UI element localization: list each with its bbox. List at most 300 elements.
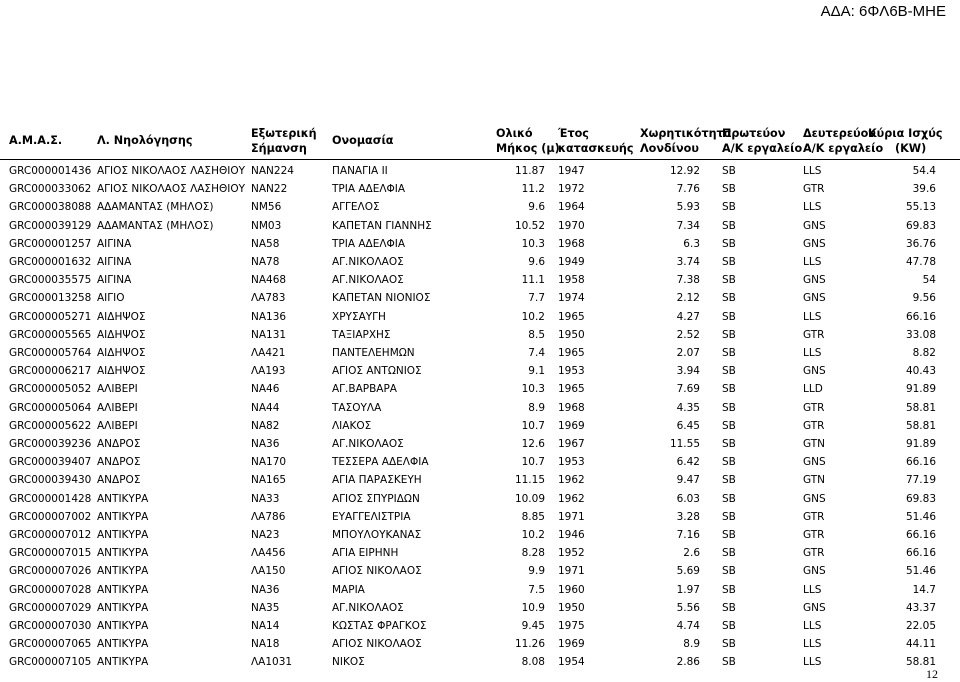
- header-port: Λ. Νηολόγησης: [97, 134, 193, 147]
- cell-g2: GNS: [803, 456, 826, 469]
- cell-ama: GRC000005622: [9, 419, 92, 432]
- cell-gt: 5.69: [676, 565, 700, 578]
- cell-len: 10.2: [521, 310, 545, 323]
- cell-year: 1950: [558, 601, 585, 614]
- cell-kw: 44.11: [905, 638, 936, 651]
- cell-kw: 77.19: [905, 474, 936, 487]
- cell-g2: GNS: [803, 365, 826, 378]
- cell-year: 1949: [558, 256, 585, 268]
- cell-g1: SB: [722, 219, 736, 232]
- cell-ama: GRC000007030: [9, 620, 92, 632]
- header-gt-line1: Χωρητικότητα: [640, 127, 732, 140]
- table-row: [0, 582, 960, 599]
- cell-g1: SB: [722, 583, 736, 596]
- cell-gt: 9.47: [676, 474, 700, 487]
- cell-port: ΑΝΤΙΚΥΡΑ: [97, 620, 149, 632]
- cell-name: ΜΑΡΙΑ: [332, 583, 365, 596]
- cell-name: ΚΩΣΤΑΣ ΦΡΑΓΚΟΣ: [332, 620, 427, 632]
- cell-name: ΛΙΑΚΟΣ: [332, 419, 372, 432]
- cell-name: ΤΕΣΣΕΡΑ ΑΔΕΛΦΙΑ: [332, 456, 429, 469]
- table-row: [0, 600, 960, 617]
- cell-year: 1968: [558, 237, 585, 250]
- cell-gt: 2.86: [676, 656, 700, 669]
- cell-year: 1970: [558, 219, 585, 232]
- cell-g1: SB: [722, 183, 736, 196]
- table-row: [0, 654, 960, 671]
- table-row: [0, 327, 960, 344]
- cell-ama: GRC000013258: [9, 292, 92, 305]
- cell-g1: SB: [722, 383, 736, 396]
- table-row: [0, 181, 960, 198]
- cell-g1: SB: [722, 201, 736, 214]
- cell-port: ΑΓΙΟΣ ΝΙΚΟΛΑΟΣ ΛΑΣΗΘΙΟΥ: [97, 165, 246, 177]
- cell-port: ΑΔΑΜΑΝΤΑΣ (ΜΗΛΟΣ): [97, 219, 214, 232]
- cell-ext: ΛΑ1031: [251, 656, 293, 669]
- header-power-line2: (KW): [895, 142, 927, 155]
- cell-g2: LLS: [803, 201, 822, 214]
- cell-name: ΤΡΙΑ ΑΔΕΛΦΙΑ: [332, 237, 406, 250]
- cell-g1: SB: [722, 419, 736, 432]
- cell-gt: 3.74: [676, 256, 700, 268]
- cell-g2: LLS: [803, 347, 822, 359]
- cell-g2: GNS: [803, 237, 826, 250]
- cell-gt: 6.42: [676, 456, 700, 469]
- cell-port: ΑΙΔΗΨΟΣ: [97, 328, 146, 341]
- table-row: [0, 218, 960, 235]
- cell-g1: SB: [722, 510, 736, 523]
- cell-kw: 91.89: [905, 383, 936, 396]
- cell-gt: 2.07: [676, 347, 700, 359]
- table-row: [0, 491, 960, 508]
- cell-name: ΚΑΠΕΤΑΝ ΝΙΟΝΙΟΣ: [332, 292, 431, 305]
- cell-kw: 54: [922, 274, 936, 287]
- header-primary-gear-line1: Πρωτεύον: [722, 127, 786, 140]
- cell-ama: GRC000039236: [9, 438, 92, 450]
- cell-ext: ΛΑ786: [251, 510, 286, 523]
- cell-g1: SB: [722, 328, 736, 341]
- cell-g1: SB: [722, 256, 736, 268]
- cell-g2: GTR: [803, 419, 825, 432]
- cell-year: 1964: [558, 201, 585, 214]
- cell-year: 1971: [558, 565, 585, 578]
- cell-year: 1972: [558, 183, 585, 196]
- cell-name: ΤΡΙΑ ΑΔΕΛΦΙΑ: [332, 183, 406, 196]
- cell-kw: 22.05: [905, 620, 936, 632]
- cell-ama: GRC000007029: [9, 601, 92, 614]
- cell-gt: 3.28: [676, 510, 700, 523]
- cell-ama: GRC000007012: [9, 529, 92, 541]
- cell-len: 7.4: [528, 347, 545, 359]
- cell-ama: GRC000035575: [9, 274, 92, 287]
- cell-name: ΕΥΑΓΓΕΛΙΣΤΡΙΑ: [332, 510, 411, 523]
- cell-gt: 11.55: [669, 438, 700, 450]
- cell-port: ΑΙΔΗΨΟΣ: [97, 310, 146, 323]
- cell-kw: 69.83: [905, 219, 936, 232]
- cell-year: 1954: [558, 656, 585, 669]
- cell-g1: SB: [722, 492, 736, 505]
- cell-g1: SB: [722, 347, 736, 359]
- header-ext-line1: Εξωτερική: [251, 127, 317, 140]
- cell-g1: SB: [722, 638, 736, 651]
- cell-ext: ΝΜ03: [251, 219, 282, 232]
- cell-year: 1950: [558, 328, 585, 341]
- cell-port: ΑΔΑΜΑΝΤΑΣ (ΜΗΛΟΣ): [97, 201, 214, 214]
- table-row: [0, 418, 960, 435]
- cell-ama: GRC000007002: [9, 510, 92, 523]
- cell-gt: 2.6: [683, 547, 700, 560]
- cell-ama: GRC000007065: [9, 638, 92, 651]
- cell-ext: ΝΑ44: [251, 401, 280, 414]
- cell-len: 11.1: [521, 274, 545, 287]
- cell-ext: ΝΑ18: [251, 638, 280, 651]
- cell-port: ΑΝΤΙΚΥΡΑ: [97, 492, 149, 505]
- cell-ama: GRC000005052: [9, 383, 92, 396]
- cell-gt: 2.52: [676, 328, 700, 341]
- cell-ext: ΝΜ56: [251, 201, 282, 214]
- cell-ama: GRC000005764: [9, 347, 92, 359]
- cell-len: 7.5: [528, 583, 545, 596]
- cell-name: ΑΓ.ΝΙΚΟΛΑΟΣ: [332, 256, 404, 268]
- cell-kw: 54.4: [912, 165, 936, 177]
- header-year-line2: κατασκευής: [558, 142, 634, 155]
- cell-ama: GRC000005271: [9, 310, 92, 323]
- cell-year: 1965: [558, 347, 585, 359]
- cell-year: 1952: [558, 547, 585, 560]
- cell-g2: GTR: [803, 328, 825, 341]
- cell-ext: ΝΑ468: [251, 274, 287, 287]
- cell-kw: 66.16: [905, 310, 936, 323]
- cell-year: 1962: [558, 492, 585, 505]
- cell-len: 11.26: [514, 638, 545, 651]
- cell-ext: ΛΑ150: [251, 565, 286, 578]
- header-length-line2: Μήκος (μ): [496, 142, 560, 155]
- table-row: [0, 636, 960, 653]
- cell-ama: GRC000001632: [9, 256, 92, 268]
- cell-year: 1953: [558, 456, 585, 469]
- cell-len: 8.85: [521, 510, 545, 523]
- cell-g2: GNS: [803, 274, 826, 287]
- table-row: [0, 236, 960, 253]
- header-year-line1: Έτος: [558, 127, 589, 140]
- cell-g1: SB: [722, 292, 736, 305]
- cell-kw: 69.83: [905, 492, 936, 505]
- table-row: [0, 199, 960, 216]
- cell-port: ΑΙΓΙΝΑ: [97, 256, 132, 268]
- cell-ext: ΝΑ36: [251, 438, 280, 450]
- cell-gt: 8.9: [683, 638, 700, 651]
- cell-g1: SB: [722, 365, 736, 378]
- cell-ama: GRC000007028: [9, 583, 92, 596]
- cell-year: 1947: [558, 165, 585, 177]
- cell-year: 1968: [558, 401, 585, 414]
- cell-kw: 36.76: [905, 237, 936, 250]
- header-length-line1: Ολικό: [496, 127, 533, 140]
- cell-ama: GRC000007105: [9, 656, 92, 669]
- cell-g1: SB: [722, 165, 736, 177]
- cell-port: ΑΙΔΗΨΟΣ: [97, 365, 146, 378]
- cell-len: 8.5: [528, 328, 545, 341]
- cell-name: ΜΠΟΥΛΟΥΚΑΝΑΣ: [332, 529, 422, 541]
- cell-g2: GTR: [803, 510, 825, 523]
- cell-port: ΑΙΓΙΝΑ: [97, 274, 132, 287]
- cell-g1: SB: [722, 601, 736, 614]
- cell-port: ΑΝΤΙΚΥΡΑ: [97, 529, 149, 541]
- cell-gt: 5.56: [676, 601, 700, 614]
- cell-len: 8.28: [521, 547, 545, 560]
- cell-g1: SB: [722, 237, 736, 250]
- cell-ama: GRC000039129: [9, 219, 92, 232]
- cell-kw: 14.7: [912, 583, 936, 596]
- table-row: [0, 345, 960, 362]
- cell-kw: 66.16: [905, 529, 936, 541]
- table-row: [0, 545, 960, 562]
- cell-len: 9.6: [528, 201, 545, 214]
- cell-ama: GRC000039407: [9, 456, 92, 469]
- cell-len: 8.08: [521, 656, 545, 669]
- cell-len: 10.9: [521, 601, 545, 614]
- cell-name: ΑΓΙΟΣ ΣΠΥΡΙΔΩΝ: [332, 492, 420, 505]
- cell-g2: GNS: [803, 565, 826, 578]
- cell-g2: LLS: [803, 310, 822, 323]
- cell-ext: ΝΑ136: [251, 310, 287, 323]
- cell-kw: 33.08: [905, 328, 936, 341]
- cell-ext: ΝΑ23: [251, 529, 280, 541]
- cell-port: ΑΝΤΙΚΥΡΑ: [97, 583, 149, 596]
- cell-g1: SB: [722, 656, 736, 669]
- table-row: [0, 618, 960, 635]
- cell-ext: ΛΑ456: [251, 547, 286, 560]
- cell-ama: GRC000006217: [9, 365, 92, 378]
- cell-ama: GRC000005064: [9, 401, 92, 414]
- cell-port: ΑΝΤΙΚΥΡΑ: [97, 547, 149, 560]
- cell-ext: ΝΑ165: [251, 474, 287, 487]
- cell-name: ΑΓ.ΒΑΡΒΑΡΑ: [332, 383, 397, 396]
- cell-gt: 4.74: [676, 620, 700, 632]
- cell-ext: ΝΑ78: [251, 256, 280, 268]
- cell-len: 11.87: [514, 165, 545, 177]
- cell-g2: GTR: [803, 401, 825, 414]
- cell-kw: 58.81: [905, 401, 936, 414]
- cell-len: 12.6: [521, 438, 545, 450]
- cell-year: 1965: [558, 383, 585, 396]
- cell-ext: ΝΑ58: [251, 237, 280, 250]
- table-row: [0, 436, 960, 453]
- cell-len: 10.7: [521, 419, 545, 432]
- cell-ext: ΛΑ421: [251, 347, 286, 359]
- cell-ext: ΝΑ170: [251, 456, 287, 469]
- cell-name: ΤΑΞΙΑΡΧΗΣ: [332, 328, 391, 341]
- cell-name: ΑΓΙΑ ΠΑΡΑΣΚΕΥΗ: [332, 474, 422, 487]
- cell-kw: 58.81: [905, 419, 936, 432]
- cell-len: 9.6: [528, 256, 545, 268]
- cell-g2: LLS: [803, 256, 822, 268]
- cell-g2: GNS: [803, 601, 826, 614]
- cell-ama: GRC000001257: [9, 237, 92, 250]
- cell-kw: 43.37: [905, 601, 936, 614]
- table-row: [0, 163, 960, 180]
- cell-g2: GNS: [803, 219, 826, 232]
- cell-g2: GNS: [803, 292, 826, 305]
- cell-port: ΑΝΤΙΚΥΡΑ: [97, 510, 149, 523]
- cell-ama: GRC000005565: [9, 328, 92, 341]
- cell-kw: 51.46: [905, 510, 936, 523]
- cell-name: ΝΙΚΟΣ: [332, 656, 365, 669]
- cell-name: ΑΓ.ΝΙΚΟΛΑΟΣ: [332, 601, 404, 614]
- cell-gt: 7.34: [676, 219, 700, 232]
- cell-len: 10.09: [514, 492, 545, 505]
- cell-len: 10.3: [521, 237, 545, 250]
- cell-kw: 66.16: [905, 456, 936, 469]
- cell-year: 1958: [558, 274, 585, 287]
- cell-port: ΑΝΔΡΟΣ: [97, 474, 141, 487]
- cell-ext: ΝΑ82: [251, 419, 280, 432]
- cell-kw: 55.13: [905, 201, 936, 214]
- cell-gt: 6.03: [676, 492, 700, 505]
- cell-ext: ΝΑ46: [251, 383, 280, 396]
- cell-len: 11.15: [514, 474, 545, 487]
- cell-ama: GRC000033062: [9, 183, 92, 196]
- cell-g1: SB: [722, 529, 736, 541]
- header-power-line1: Κύρια Ισχύς: [868, 127, 943, 140]
- cell-gt: 6.3: [683, 237, 700, 250]
- cell-len: 10.2: [521, 529, 545, 541]
- cell-g2: GTR: [803, 183, 825, 196]
- cell-gt: 7.69: [676, 383, 700, 396]
- cell-port: ΑΛΙΒΕΡΙ: [97, 383, 138, 396]
- header-ama: Α.Μ.Α.Σ.: [9, 134, 63, 147]
- cell-len: 10.7: [521, 456, 545, 469]
- header-name: Ονομασία: [332, 134, 394, 147]
- header-primary-gear-line2: Α/Κ εργαλείο: [722, 142, 803, 155]
- cell-name: ΠΑΝΤΕΛΕΗΜΩΝ: [332, 347, 415, 359]
- header-divider: [0, 159, 960, 160]
- cell-year: 1971: [558, 510, 585, 523]
- cell-port: ΑΝΤΙΚΥΡΑ: [97, 565, 149, 578]
- cell-ama: GRC000038088: [9, 201, 92, 214]
- table-row: [0, 309, 960, 326]
- cell-kw: 66.16: [905, 547, 936, 560]
- cell-port: ΑΝΤΙΚΥΡΑ: [97, 638, 149, 651]
- cell-g1: SB: [722, 401, 736, 414]
- cell-g1: SB: [722, 438, 736, 450]
- cell-name: ΑΓ.ΝΙΚΟΛΑΟΣ: [332, 438, 404, 450]
- cell-gt: 7.16: [676, 529, 700, 541]
- cell-year: 1967: [558, 438, 585, 450]
- cell-len: 10.52: [514, 219, 545, 232]
- cell-ext: ΝΑΝ22: [251, 183, 288, 196]
- cell-gt: 4.27: [676, 310, 700, 323]
- cell-year: 1946: [558, 529, 585, 541]
- table-row: [0, 527, 960, 544]
- cell-name: ΑΓΙΑ ΕΙΡΗΝΗ: [332, 547, 399, 560]
- cell-g2: LLS: [803, 656, 822, 669]
- cell-g2: GTN: [803, 474, 826, 487]
- cell-g1: SB: [722, 456, 736, 469]
- cell-port: ΑΝΔΡΟΣ: [97, 438, 141, 450]
- cell-kw: 9.56: [912, 292, 936, 305]
- cell-name: ΠΑΝΑΓΙΑ ΙΙ: [332, 165, 388, 177]
- cell-ext: ΛΑ193: [251, 365, 286, 378]
- cell-g2: GNS: [803, 492, 826, 505]
- header-secondary-gear-line2: Α/Κ εργαλείο: [803, 142, 884, 155]
- table-row: [0, 472, 960, 489]
- cell-kw: 40.43: [905, 365, 936, 378]
- cell-name: ΧΡΥΣΑΥΓΗ: [332, 310, 386, 323]
- cell-year: 1974: [558, 292, 585, 305]
- table-row: [0, 272, 960, 289]
- cell-name: ΑΓΓΕΛΟΣ: [332, 201, 380, 214]
- cell-ama: GRC000007015: [9, 547, 92, 560]
- page-number: 12: [926, 667, 938, 681]
- cell-len: 10.3: [521, 383, 545, 396]
- table-row: [0, 563, 960, 580]
- cell-ext: ΝΑ131: [251, 328, 287, 341]
- cell-g1: SB: [722, 474, 736, 487]
- cell-name: ΑΓ.ΝΙΚΟΛΑΟΣ: [332, 274, 404, 287]
- cell-g2: GTR: [803, 547, 825, 560]
- table-row: [0, 509, 960, 526]
- cell-name: ΑΓΙΟΣ ΝΙΚΟΛΑΟΣ: [332, 565, 422, 578]
- cell-len: 7.7: [528, 292, 545, 305]
- cell-g2: LLS: [803, 165, 822, 177]
- table-row: [0, 254, 960, 271]
- cell-year: 1969: [558, 638, 585, 651]
- cell-ama: GRC000001436: [9, 165, 92, 177]
- cell-kw: 91.89: [905, 438, 936, 450]
- cell-year: 1962: [558, 474, 585, 487]
- cell-len: 8.9: [528, 401, 545, 414]
- cell-port: ΑΝΔΡΟΣ: [97, 456, 141, 469]
- cell-ama: GRC000007026: [9, 565, 92, 578]
- cell-ext: ΝΑ35: [251, 601, 280, 614]
- cell-len: 11.2: [521, 183, 545, 196]
- header-gt-line2: Λονδίνου: [640, 142, 699, 155]
- header-ext-line2: Σήμανση: [251, 142, 307, 155]
- cell-name: ΤΑΣΟΥΛΑ: [332, 401, 382, 414]
- cell-gt: 7.76: [676, 183, 700, 196]
- cell-kw: 51.46: [905, 565, 936, 578]
- cell-g2: LLD: [803, 383, 823, 396]
- cell-gt: 5.93: [676, 201, 700, 214]
- cell-g2: LLS: [803, 583, 822, 596]
- cell-port: ΑΛΙΒΕΡΙ: [97, 419, 138, 432]
- cell-name: ΚΑΠΕΤΑΝ ΓΙΑΝΝΗΣ: [332, 219, 432, 232]
- cell-kw: 47.78: [905, 256, 936, 268]
- cell-gt: 12.92: [669, 165, 700, 177]
- cell-year: 1969: [558, 419, 585, 432]
- cell-year: 1960: [558, 583, 585, 596]
- cell-ext: ΝΑΝ224: [251, 165, 294, 177]
- header-secondary-gear-line1: Δευτερεύον: [803, 127, 876, 140]
- table-row: [0, 381, 960, 398]
- cell-port: ΑΙΓΙΟ: [97, 292, 125, 305]
- cell-port: ΑΓΙΟΣ ΝΙΚΟΛΑΟΣ ΛΑΣΗΘΙΟΥ: [97, 183, 246, 196]
- cell-g1: SB: [722, 274, 736, 287]
- cell-year: 1965: [558, 310, 585, 323]
- cell-g1: SB: [722, 620, 736, 632]
- cell-port: ΑΛΙΒΕΡΙ: [97, 401, 138, 414]
- cell-name: ΑΓΙΟΣ ΑΝΤΩΝΙΟΣ: [332, 365, 422, 378]
- cell-g1: SB: [722, 310, 736, 323]
- cell-len: 9.1: [528, 365, 545, 378]
- table-row: [0, 363, 960, 380]
- cell-g2: LLS: [803, 620, 822, 632]
- cell-ama: GRC000001428: [9, 492, 92, 505]
- cell-port: ΑΝΤΙΚΥΡΑ: [97, 656, 149, 669]
- cell-ext: ΛΑ783: [251, 292, 286, 305]
- cell-gt: 4.35: [676, 401, 700, 414]
- table-header: [0, 122, 960, 158]
